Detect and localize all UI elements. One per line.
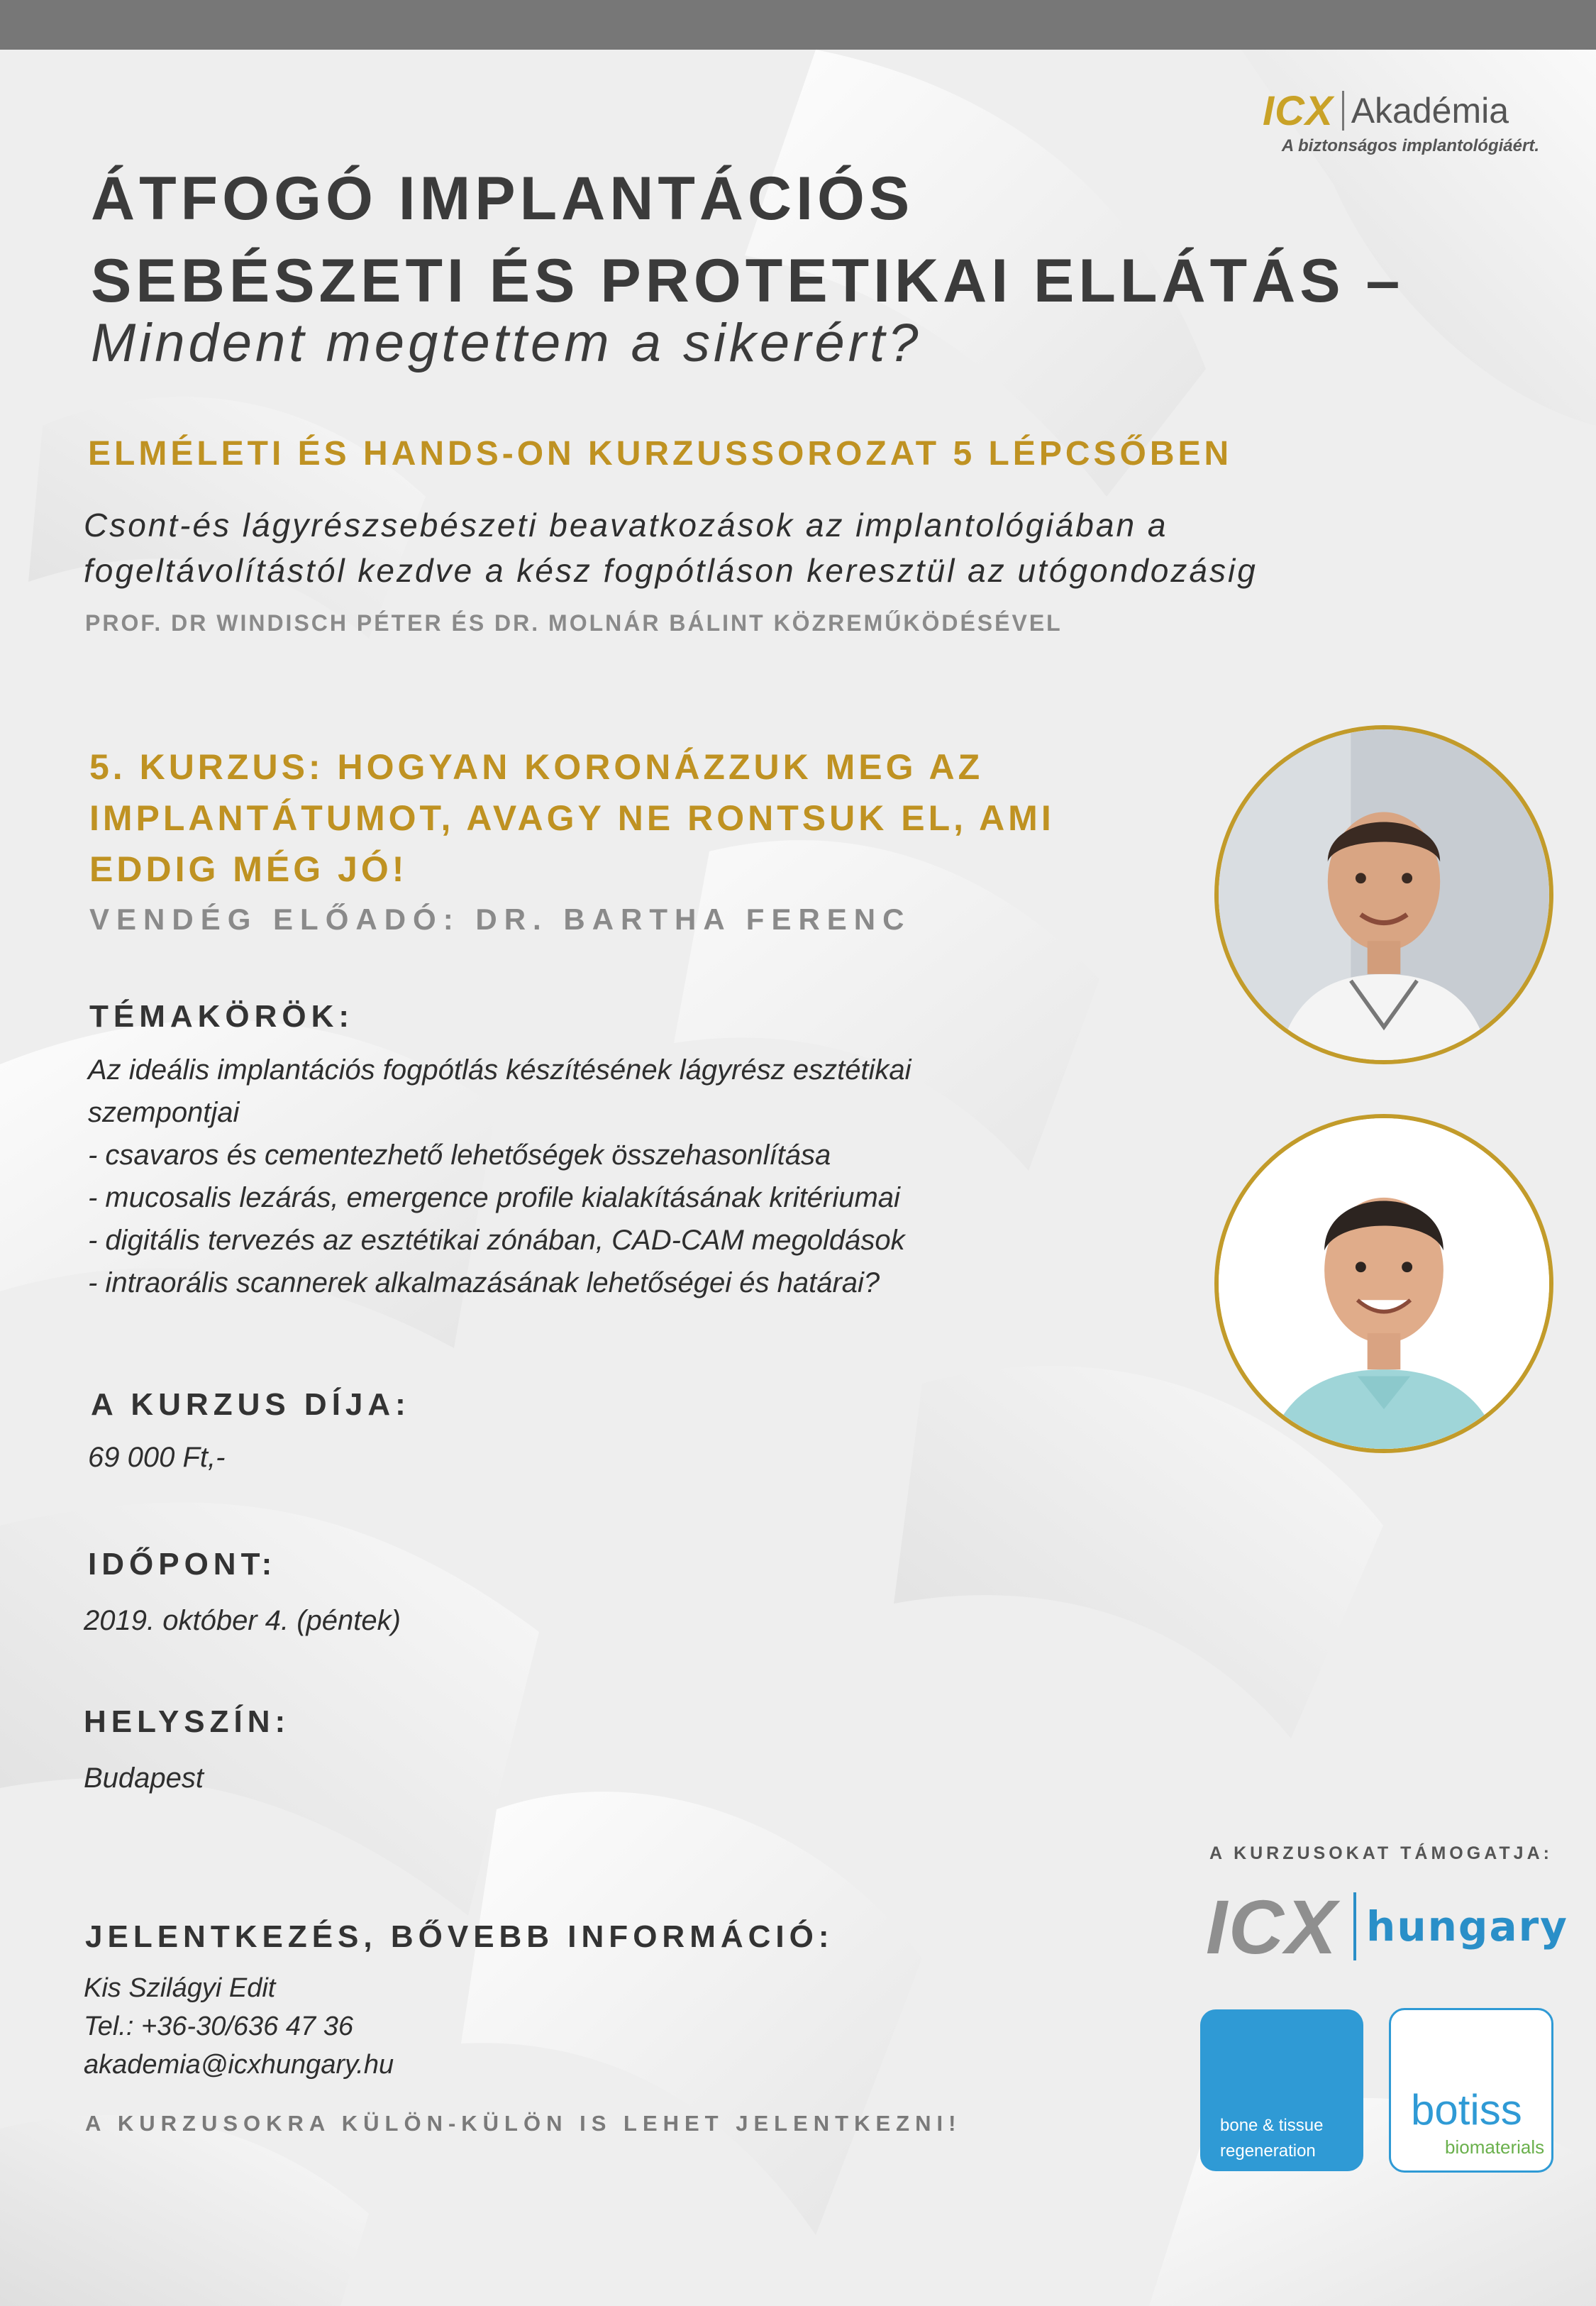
location-value: Budapest xyxy=(84,1762,204,1794)
fee-value: 69 000 Ft,- xyxy=(88,1442,226,1473)
sponsors-label: A KURZUSOKAT TÁMOGATJA: xyxy=(1209,1843,1553,1863)
icx-akademia-logo xyxy=(1263,89,1509,133)
page-subtitle: Mindent megtettem a sikerért? xyxy=(91,313,922,373)
topics-label: TÉMAKÖRÖK: xyxy=(89,999,355,1034)
list-item: Az ideális implantációs fogpótlás készítésének lágyrész esztétikai xyxy=(88,1054,911,1086)
logo-icx-text: ICX xyxy=(1263,87,1334,134)
icx-hungary-text: hungary xyxy=(1366,1902,1568,1951)
topics-list xyxy=(88,1049,911,1304)
professors-line: PROF. DR WINDISCH PÉTER ÉS DR. MOLNÁR BÁLINT KÖZREMŰKÖDÉSÉVEL xyxy=(85,610,1063,636)
location-label: HELYSZÍN: xyxy=(84,1704,291,1739)
contact-name: Kis Szilágyi Edit xyxy=(84,1973,276,2003)
course-title-line-2: IMPLANTÁTUMOT, AVAGY NE RONTSUK EL, AMI xyxy=(89,798,1055,838)
top-bar xyxy=(0,0,1596,50)
list-item: - csavaros és cementezhető lehetőségek összehasonlítása xyxy=(88,1140,831,1171)
registration-contact xyxy=(84,1969,394,2084)
logo-separator xyxy=(1342,91,1344,131)
bone-tissue-line-1: bone & tissue xyxy=(1220,2116,1324,2135)
page-title xyxy=(91,158,1404,322)
speaker-photo-1 xyxy=(1214,725,1553,1064)
contact-email[interactable]: akademia@icxhungary.hu xyxy=(84,2050,394,2080)
title-line-2: SEBÉSZETI ÉS PROTETIKAI ELLÁTÁS – xyxy=(91,247,1404,315)
biomaterials-text: biomaterials xyxy=(1445,2136,1545,2158)
speaker-portrait-1-icon xyxy=(1219,729,1549,1060)
list-item: - mucosalis lezárás, emergence profile kialakításának kritériumai xyxy=(88,1182,900,1213)
logo-akademia-text: Akadémia xyxy=(1351,91,1509,131)
registration-note: A KURZUSOKRA KÜLÖN-KÜLÖN IS LEHET JELENTKEZNI! xyxy=(85,2111,962,2136)
list-item: - intraorális scannerek alkalmazásának lehetőségei és határai? xyxy=(88,1267,880,1298)
icx-hungary-separator xyxy=(1353,1892,1356,1960)
contact-phone[interactable]: Tel.: +36-30/636 47 36 xyxy=(84,2012,353,2041)
speaker-portrait-2-icon xyxy=(1219,1118,1549,1449)
guest-speaker: VENDÉG ELŐADÓ: DR. BARTHA FERENC xyxy=(89,903,911,936)
course-title-line-1: 5. KURZUS: HOGYAN KORONÁZZUK MEG AZ xyxy=(89,747,984,787)
course-title xyxy=(89,741,1189,895)
speaker-photo-2 xyxy=(1214,1114,1553,1453)
course-title-line-3: EDDIG MÉG JÓ! xyxy=(89,849,408,889)
botiss-logo xyxy=(1389,2008,1553,2173)
botiss-text: botiss xyxy=(1411,2086,1522,2134)
date-label: IDŐPONT: xyxy=(88,1547,277,1582)
series-description xyxy=(84,502,1467,593)
fee-label: A KURZUS DÍJA: xyxy=(91,1387,411,1422)
bone-tissue-logo xyxy=(1200,2009,1363,2171)
icx-hungary-icx-text: ICX xyxy=(1206,1883,1339,1970)
title-line-1: ÁTFOGÓ IMPLANTÁCIÓS xyxy=(91,165,914,233)
registration-label: JELENTKEZÉS, BŐVEBB INFORMÁCIÓ: xyxy=(85,1919,834,1954)
list-item: - digitális tervezés az esztétikai zónában, CAD-CAM megoldások xyxy=(88,1225,905,1256)
list-item: szempontjai xyxy=(88,1097,240,1128)
series-title: ELMÉLETI ÉS HANDS-ON KURZUSSOROZAT 5 LÉPCSŐBEN xyxy=(88,435,1233,473)
icx-hungary-logo xyxy=(1206,1883,1568,1970)
logo-tagline: A biztonságos implantológiáért. xyxy=(1281,136,1539,155)
date-value: 2019. október 4. (péntek) xyxy=(84,1605,401,1636)
bone-tissue-line-2: regeneration xyxy=(1220,2141,1316,2161)
description-line-1: Csont-és lágyrészsebészeti beavatkozások az implantológiában a xyxy=(84,507,1168,544)
description-line-2: fogeltávolítástól kezdve a kész fogpótláson keresztül az utógondozásig xyxy=(84,552,1258,589)
